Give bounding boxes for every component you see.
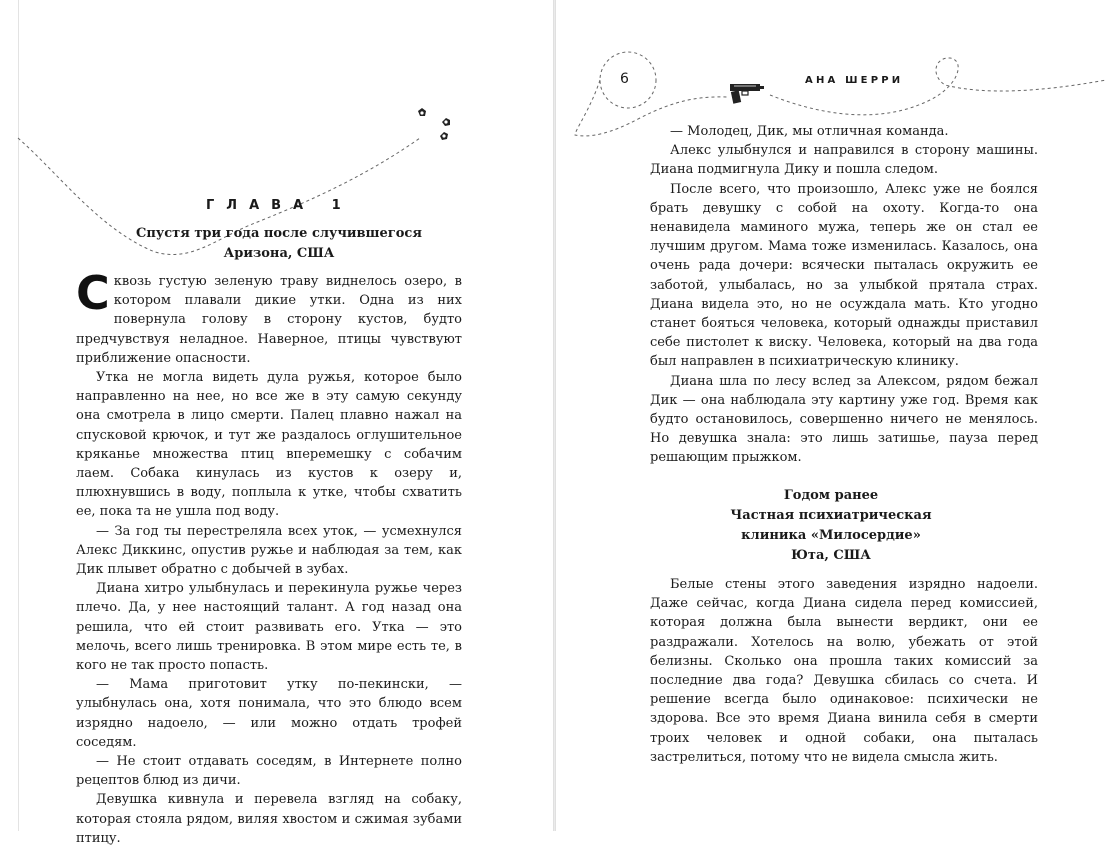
paragraph-text: квозь густую зеленую траву виднелось озеро, в котором плавали дикие утки. Одна из них повернула голову в сторону кустов, будто предчувствуя неладное. Наверное, птицы чувствуют приближение опасности. (76, 274, 462, 366)
paragraph: — За год ты перестреляла всех уток, — усмехнулся Алекс Диккинс, опустив ружье и наблюдая за тем, как Дик плывет обратно с добычей в зубах. (76, 523, 462, 578)
paragraph: Белые стены этого заведения изрядно надоели. Даже сейчас, когда Диана сидела перед комиссией, которая должна была вынести вердикт, они ее раздражали. Хотелось на волю, убежать от этой белизны. Сколько она прошла таких комиссий за последние два года? Девушка сбилась со счета. И решение всегда было одинаковое: психически не здорова. Все это время Диана винила себя в смерти троих человек и одной собаки, она пыталась застрелиться, потому что не видела смысла жить. (650, 577, 1038, 765)
section-title-line-3: клиника «Милосердие» (741, 528, 921, 543)
paragraph: Диана хитро улыбнулась и перекинула ружье через плечо. Да, у нее настоящий талант. А год назад она решила, что ей стоит развивать его. Утка — это мелочь, всего лишь тренировка. В этом мире есть те, в кого не так просто попасть. (76, 581, 462, 674)
pistol-icon (730, 84, 764, 104)
bullet-hole-icons (418, 108, 450, 140)
page-number: 6 (620, 71, 629, 87)
chapter-heading: ГЛАВА 1 (206, 198, 353, 213)
section-title-line-1: Годом ранее (783, 488, 879, 503)
section-title-line-2: Частная психиатрическая (730, 508, 932, 523)
section-title (718, 486, 944, 566)
paragraph: — Не стоит отдавать соседям, в Интернете полно рецептов блюд из дичи. (76, 754, 462, 789)
right-section-text (650, 575, 1038, 767)
paragraph: — Молодец, Дик, мы отличная команда. (670, 124, 949, 139)
paragraph: Диана шла по лесу вслед за Алексом, рядом бежал Дик — она наблюдала эту картину уже год. Время как будто остановилось, совершенно ничего не менялось. Но девушка знала: это лишь затишье, пауза перед решающим прыжком. (650, 373, 1038, 466)
section-title-line-4: Юта, США (791, 548, 871, 563)
chapter-subheading (120, 224, 438, 264)
paragraph (76, 266, 462, 368)
subheading-line-2: Аризона, США (223, 246, 335, 261)
paragraph: После всего, что произошло, Алекс уже не боялся брать девушку с собой на охоту. Когда-то она ненавидела маминого мужа, теперь же он стал ее лучшим другом. Мама тоже изменилась. Казалось, она очень рада дочери: всячески пыталась окружить ее заботой, улыбалась, но за улыбкой прятала страх. Диана видела это, но не осуждала мать. Кто угодно станет бояться человека, который однажды приставил себе пистолет к виску. Человека, который на два года был направлен в психиатрическую клинику. (650, 181, 1038, 370)
dropcap: С (76, 266, 110, 320)
paragraph: Алекс улыбнулся и направился в сторону машины. Диана подмигнула Дику и пошла следом. (650, 143, 1038, 178)
left-body-text (76, 266, 462, 848)
running-head-author: АНА ШЕРРИ (805, 75, 904, 86)
paragraph: Девушка кивнула и перевела взгляд на собаку, которая стояла рядом, виляя хвостом и сжимая зубами птицу. (76, 792, 462, 846)
subheading-line-1: Спустя три года после случившегося (136, 226, 422, 241)
paragraph: Утка не могла видеть дула ружья, которое было направленно на нее, но все же в эту самую секунду она смотрела в лицо смерти. Палец плавно нажал на спусковой крючок, и тут же раздалось оглушительное кряканье множества птиц вперемешку с собачим лаем. Собака кинулась из кустов к озеру и, плюхнувшись в воду, поплыла к утке, чтобы схватить ее, пока та не ушла под воду. (76, 370, 462, 520)
paragraph: — Мама приготовит утку по-пекински, — улыбнулась она, хотя понимала, что это блюдо всем изрядно надоело, — или можно отдать трофей соседям. (76, 677, 462, 750)
right-body-text (650, 122, 1038, 468)
bullet-trail-right (770, 58, 1106, 115)
